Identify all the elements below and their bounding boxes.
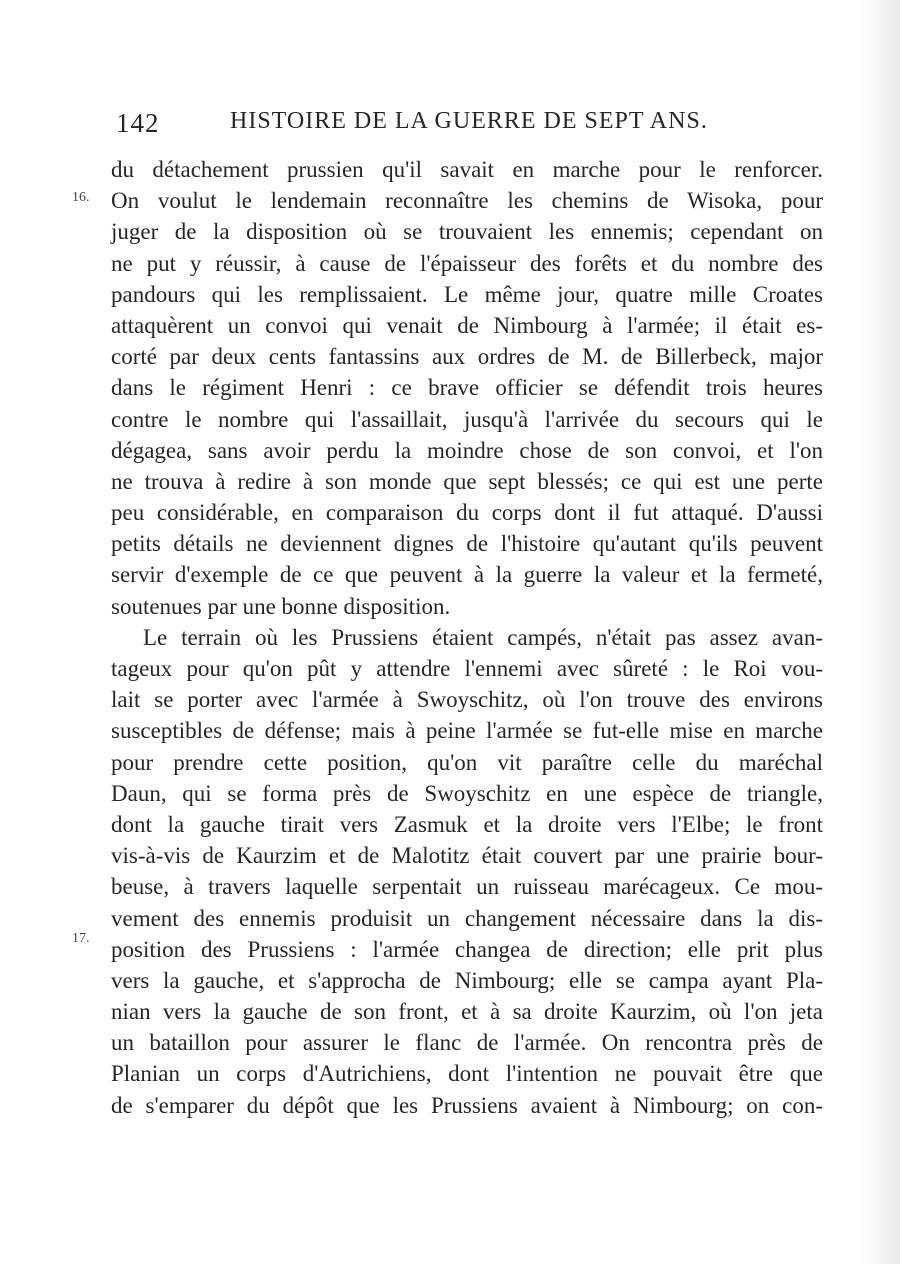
text-line: attaquèrent un convoi qui venait de Nimbourg à l'armée; il était es-: [111, 312, 823, 338]
text-line: de s'emparer du dépôt que les Prussiens avaient à Nimbourg; on con-: [111, 1092, 823, 1118]
text-line: petits détails ne deviennent dignes de l'histoire qu'autant qu'ils peuvent: [111, 531, 823, 557]
text-line: un bataillon pour assurer le flanc de l'armée. On rencontra près de: [111, 1030, 823, 1056]
page-number: 142: [116, 108, 160, 138]
text-line: position des Prussiens : l'armée changea de direction; elle prit plus: [111, 936, 823, 962]
text-line: Le terrain où les Prussiens étaient campés, n'était pas assez avan-: [143, 624, 823, 650]
margin-note-date: 17.: [72, 931, 90, 946]
text-line: beuse, à travers laquelle serpentait un ruisseau marécageux. Ce mou-: [111, 874, 823, 900]
text-line: soutenues par une bonne disposition.: [111, 593, 451, 619]
text-line: Planian un corps d'Autrichiens, dont l'intention ne pouvait être que: [111, 1061, 823, 1087]
margin-note-date: 16.: [72, 190, 90, 205]
text-line: pandours qui les remplissaient. Le même jour, quatre mille Croates: [111, 281, 823, 307]
text-line: juger de la disposition où se trouvaient les ennemis; cependant on: [111, 219, 823, 245]
text-line: du détachement prussien qu'il savait en marche pour le renforcer.: [111, 157, 823, 182]
text-line: tageux pour qu'on pût y attendre l'ennemi avec sûreté : le Roi vou-: [111, 656, 823, 681]
text-line: vers la gauche, et s'approcha de Nimbourg; elle se campa ayant Pla-: [111, 967, 823, 993]
text-line: servir d'exemple de ce que peuvent à la guerre la valeur et la fermeté,: [111, 562, 823, 588]
text-line: ne trouva à redire à son monde que sept blessés; ce qui est une perte: [111, 468, 823, 494]
page-header: [112, 108, 712, 148]
text-line: corté par deux cents fantassins aux ordres de M. de Billerbeck, major: [111, 344, 823, 370]
body-text: [111, 154, 823, 1121]
text-line: contre le nombre qui l'assaillait, jusqu'à l'arrivée du secours qui le: [111, 406, 823, 432]
text-line: lait se porter avec l'armée à Swoyschitz, où l'on trouve des environs: [111, 687, 823, 713]
text-line: dégagea, sans avoir perdu la moindre chose de son convoi, et l'on: [111, 437, 823, 463]
text-line: Daun, qui se forma près de Swoyschitz en une espèce de triangle,: [111, 780, 823, 806]
text-line: On voulut le lendemain reconnaître les chemins de Wisoka, pour: [111, 188, 823, 214]
text-line: ne put y réussir, à cause de l'épaisseur des forêts et du nombre des: [111, 250, 823, 276]
text-line: peu considérable, en comparaison du corps dont il fut attaqué. D'aussi: [111, 500, 823, 526]
text-line: dans le régiment Henri : ce brave officier se défendit trois heures: [111, 375, 823, 401]
text-line: vis-à-vis de Kaurzim et de Malotitz était couvert par une prairie bour-: [111, 843, 823, 869]
page-edge-shadow: [860, 0, 900, 1264]
text-line: pour prendre cette position, qu'on vit paraître celle du maréchal: [111, 749, 823, 775]
text-line: dont la gauche tirait vers Zasmuk et la droite vers l'Elbe; le front: [111, 811, 823, 837]
text-line: nian vers la gauche de son front, et à sa droite Kaurzim, où l'on jeta: [111, 999, 823, 1025]
running-title: HISTOIRE DE LA GUERRE DE SEPT ANS.: [230, 108, 708, 134]
text-line: vement des ennemis produisit un changement nécessaire dans la dis-: [111, 905, 823, 931]
text-line: susceptibles de défense; mais à peine l'armée se fut-elle mise en marche: [111, 718, 823, 744]
